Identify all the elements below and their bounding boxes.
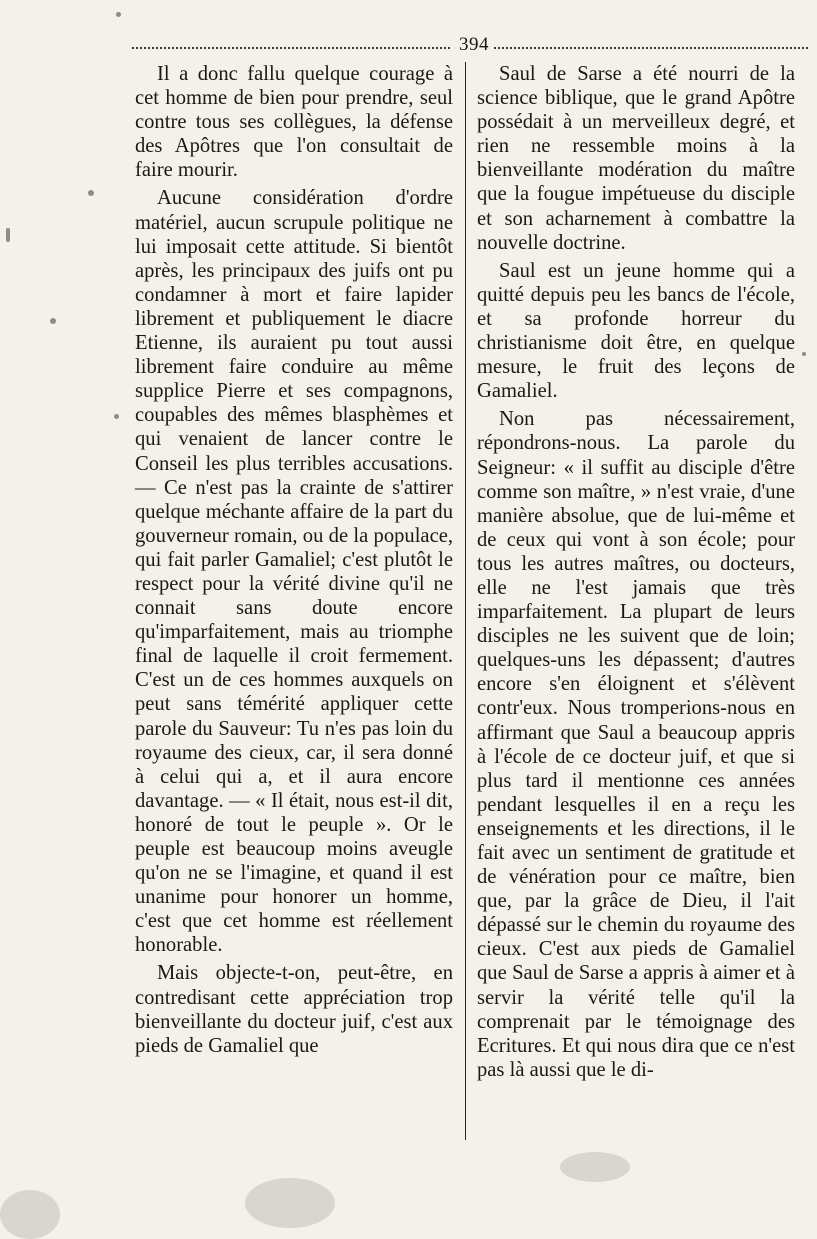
right-paragraph-3: Non pas nécessairement, répondrons-nous. La parole du Seigneur: « il suffit au disciple d'être comme son maître, » n'est vraie, d'une manière absolue, que de lui-même et de ceux qui vont à son école; pour tous les autres maîtres, ou docteurs, elle ne l'est jamais que très imparfaitement. La plupart de leurs disciples ne les suivent que de loin; quelques-uns les dépassent; d'autres encore s'en éloignent et s'élèvent contr'eux. Nous tromperions-nous en affirmant que Saul a beaucoup appris à l'école de ce docteur juif, et que si plus tard il mentionne ces années pendant lesquelles il en a reçu les enseignements et les directions, il le fait avec un sentiment de gratitude et de vénération pour ce maître, bien que, par la grâce de Dieu, il l'ait dépassé sur le chemin du royaume des cieux. C'est aux pieds de Gamaliel que Saul de Sarse a appris à aimer et à servir la vérité telle qu'il la comprenait par le témoignage des Ecritures. Et qui nous dira que ce n'est pas là aussi que le di- [477, 408, 795, 1081]
scan-speck [88, 190, 94, 196]
right-paragraph-2: Saul est un jeune homme qui a quitté depuis peu les bancs de l'école, et sa profonde horreur du christianisme doit être, en quelque mesure, le fruit des leçons de Gamaliel. [477, 259, 795, 403]
scan-smudge [0, 1190, 60, 1239]
scan-speck [50, 318, 56, 324]
scan-speck [802, 352, 806, 356]
scan-speck [6, 228, 10, 242]
scan-speck [116, 12, 121, 17]
scan-speck [114, 414, 119, 419]
left-paragraph-3: Mais objecte-t-on, peut-être, en contredisant cette appréciation trop bienveillante du docteur juif, c'est aux pieds de Gamaliel que [135, 962, 453, 1057]
left-column [135, 62, 453, 1062]
page-number: 394 [459, 34, 489, 55]
header-rule-right [494, 47, 808, 49]
left-paragraph-2: Aucune considération d'ordre matériel, aucun scrupule politique ne lui imposait cette attitude. Si bientôt après, les principaux des juifs ont pu condamner à mort et faire lapider librement et publiquement le diacre Etienne, ils auraient pu tout aussi librement faire conduire au même supplice Pierre et ses compagnons, coupables des mêmes blasphèmes et qui venaient de lancer contre le Conseil les plus terribles accusations. — Ce n'est pas la crainte de s'attirer quelque méchante affaire de la part du gouverneur romain, ou de la populace, qui fait parler Gamaliel; c'est plutôt le respect pour la vérité divine qu'il ne connait sans doute encore qu'imparfaitement, mais au triomphe final de laquelle il croit fermement. C'est un de ces hommes auxquels on peut sans témérité appliquer cette parole du Sauveur: Tu n'es pas loin du royaume des cieux, car, il sera donné à celui qui a, et il aura encore davantage. — « Il était, nous est-il dit, honoré de tout le peuple ». Or le peuple est beaucoup moins aveugle qu'on ne se l'imagine, et quand il est unanime pour honorer un homme, c'est que cet homme est réellement honorable. [135, 187, 453, 957]
column-divider [465, 62, 466, 1140]
header-rule-left [132, 47, 450, 49]
scan-smudge [245, 1178, 335, 1228]
left-paragraph-1: Il a donc fallu quelque courage à cet homme de bien pour prendre, seul contre tous ses collègues, la défense des Apôtres que l'on consultait de faire mourir. [135, 63, 453, 182]
right-paragraph-1: Saul de Sarse a été nourri de la science biblique, que le grand Apôtre possédait à un merveilleux degré, et rien ne ressemble moins à la bienveillante modération du maître que la fougue impétueuse du disciple et son acharnement à combattre la nouvelle doctrine. [477, 63, 795, 254]
scan-smudge [560, 1152, 630, 1182]
right-column [477, 62, 795, 1086]
page-header [132, 34, 808, 58]
